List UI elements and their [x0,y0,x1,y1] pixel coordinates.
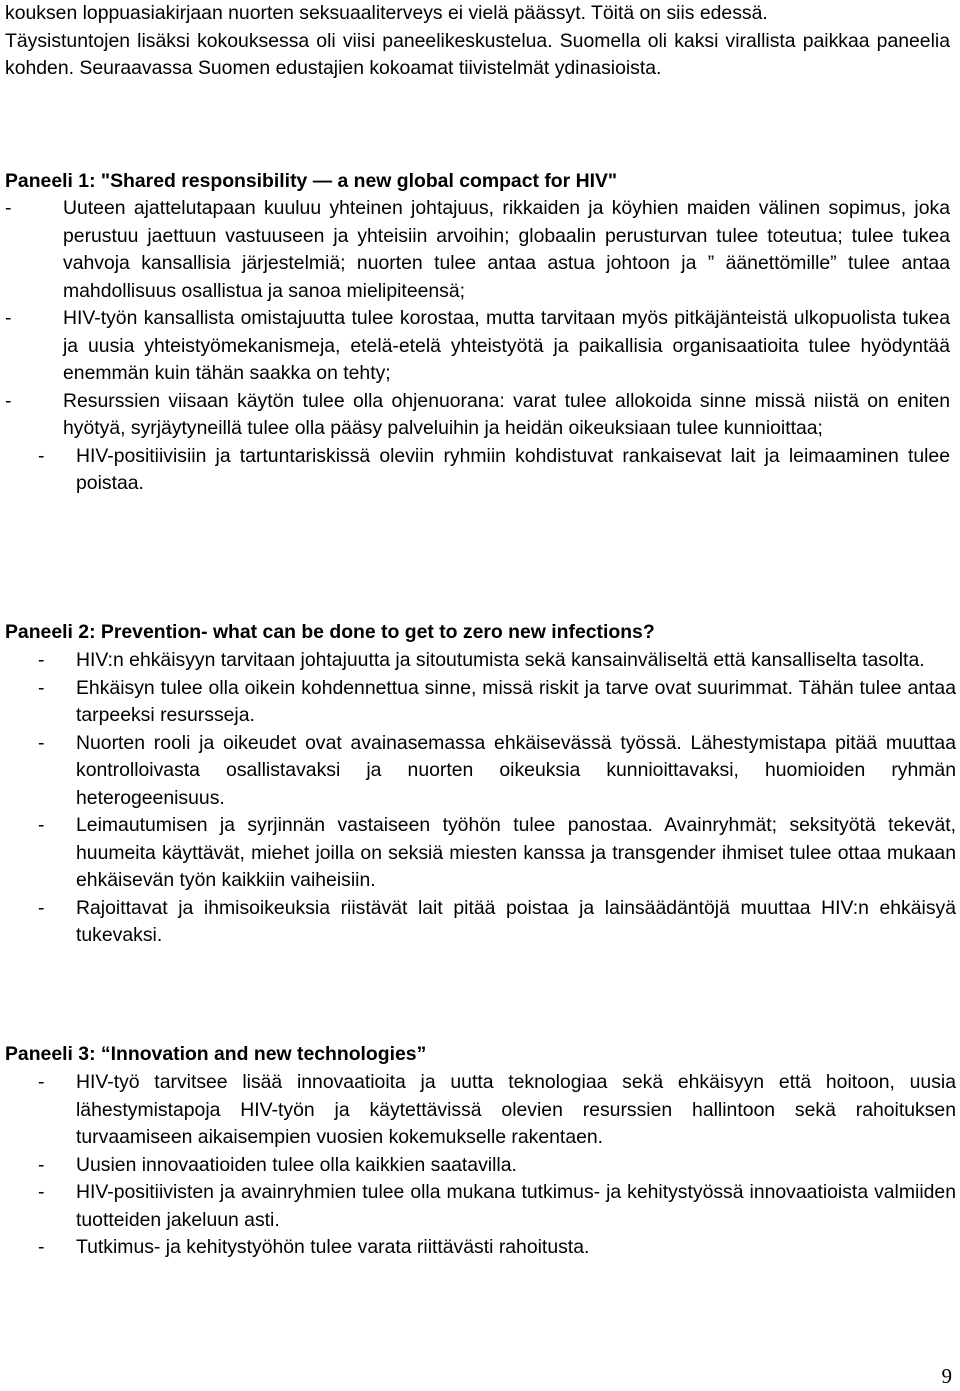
list-item [38,730,956,813]
list-item-text: HIV-työn kansallista omistajuutta tulee korostaa, mutta tarvitaan myös pitkäjänteistä ulkopuolista tukea ja uusia yhteistyömekanismeja, etelä-etelä yhteistyötä ja paikallisia organisaatioita tulee hyödyntää enemmän kuin tähän saakka on tehty; [63,307,950,384]
panel-1-heading: Paneeli 1: "Shared responsibility — a new global compact for HIV" [5,170,618,192]
bullet-dash: - [38,1153,45,1176]
list-item-text: Uuteen ajattelutapaan kuuluu yhteinen johtajuus, rikkaiden ja köyhien maiden välinen sopimus, joka perustuu jaettuun vastuuseen ja yhteisiin arvoihin; globaalin perusturvan tulee toteutua; tulee tukea vahvoja kansallisia järjestelmiä; nuorten tulee antaa astua johtoon ja ” äänettömille” tulee antaa mahdollisuus osallistua ja sanoa mielipiteensä; [63,197,950,302]
list-item-text: Ehkäisyn tulee olla oikein kohdennettua sinne, missä riskit ja tarve ovat suurimmat. Tähän tulee antaa tarpeeksi resursseja. [76,676,956,726]
bullet-dash: - [38,896,45,919]
intro-paragraph-2: Täysistuntojen lisäksi kokouksessa oli viisi paneelikeskustelua. Suomella oli kaksi virallista paikkaa paneelia kohden. Seuraavassa Suomen edustajien kokoamat tiivistelmät ydinasioista. [5,29,950,79]
list-item [5,443,950,498]
list-item-text: HIV-työ tarvitsee lisää innovaatioita ja uutta teknologiaa sekä ehkäisyyn että hoitoon, uusia lähestymistapoja HIV-työn ja käytettävissä olevien resurssien hallintoon sekä rahoituksen turvaamiseen aikaisempien vuosien kokemukselle rakentaen. [76,1071,956,1148]
bullet-dash: - [38,1071,45,1093]
panel-2-heading: Paneeli 2: Prevention- what can be done to get to zero new infections? [5,621,655,643]
bullet-dash: - [38,1181,45,1203]
list-item [5,195,950,305]
list-item [38,675,956,730]
list-item-text: Nuorten rooli ja oikeudet ovat avainasemassa ehkäisevässä työssä. Lähestymistapa pitää muuttaa kontrolloivasta osallistavaksi ja nuorten oikeuksia kunnioittavaksi, huomioiden ryhmän heterogeenisuus. [76,731,956,809]
list-item-text: HIV:n ehkäisyyn tarvitaan johtajuutta ja sitoutumista sekä kansainväliseltä että kansalliselta tasolta. [76,649,925,671]
list-item-text: Tutkimus- ja kehitystyöhön tulee varata riittävästi rahoitusta. [76,1236,590,1258]
panel-1-list [5,195,950,498]
list-item-text: Resurssien viisaan käytön tulee olla ohjenuorana: varat tulee allokoida sinne missä niistä on eniten hyötyä, syrjäytyneillä tulee olla pääsy palveluihin ja heidän oikeuksiaan tulee kunnioittaa; [63,389,950,439]
intro-paragraph-1: kouksen loppuasiakirjaan nuorten seksuaaliterveys ei vielä päässyt. Töitä on siis edessä. [5,2,768,24]
bullet-dash: - [38,676,45,699]
list-item [38,812,956,895]
bullet-dash: - [38,1236,45,1258]
list-item-text: HIV-positiivisten ja avainryhmien tulee olla mukana tutkimus- ja kehitystyössä innovaatioista valmiiden tuotteiden jakeluun asti. [76,1181,956,1231]
bullet-dash: - [38,444,45,467]
list-item [38,647,956,675]
bullet-dash: - [38,814,45,836]
bullet-dash: - [38,731,45,754]
list-item [38,1152,956,1180]
list-item-text: Uusien innovaatioiden tulee olla kaikkien saatavilla. [76,1153,517,1176]
list-item [38,1179,956,1234]
bullet-dash: - [38,649,45,671]
panel-3-list [38,1069,956,1262]
bullet-dash: - [5,197,12,219]
panel-3-heading: Paneeli 3: “Innovation and new technologies” [5,1043,427,1065]
list-item [38,895,956,950]
panel-2-list [38,647,956,950]
list-item [38,1234,956,1262]
bullet-dash: - [5,307,12,329]
list-item [38,1069,956,1152]
intro-text [5,0,950,83]
page-number: 9 [941,1364,952,1388]
list-item-text: Leimautumisen ja syrjinnän vastaiseen työhön tulee panostaa. Avainryhmät; seksityötä tekevät, huumeita käyttävät, miehet joilla on seksiä miesten kanssa ja transgender ihmiset tulee ottaa mukaan ehkäisevän työn kaikkiin vaiheisiin. [76,814,956,891]
list-item [5,305,950,388]
list-item-text: Rajoittavat ja ihmisoikeuksia riistävät lait pitää poistaa ja lainsäädäntöjä muuttaa HIV:n ehkäisyä tukevaksi. [76,896,956,946]
bullet-dash: - [5,389,12,412]
list-item-text: HIV-positiivisiin ja tartuntariskissä oleviin ryhmiin kohdistuvat rankaisevat lait ja leimaaminen tulee poistaa. [76,444,950,494]
list-item [5,388,950,443]
